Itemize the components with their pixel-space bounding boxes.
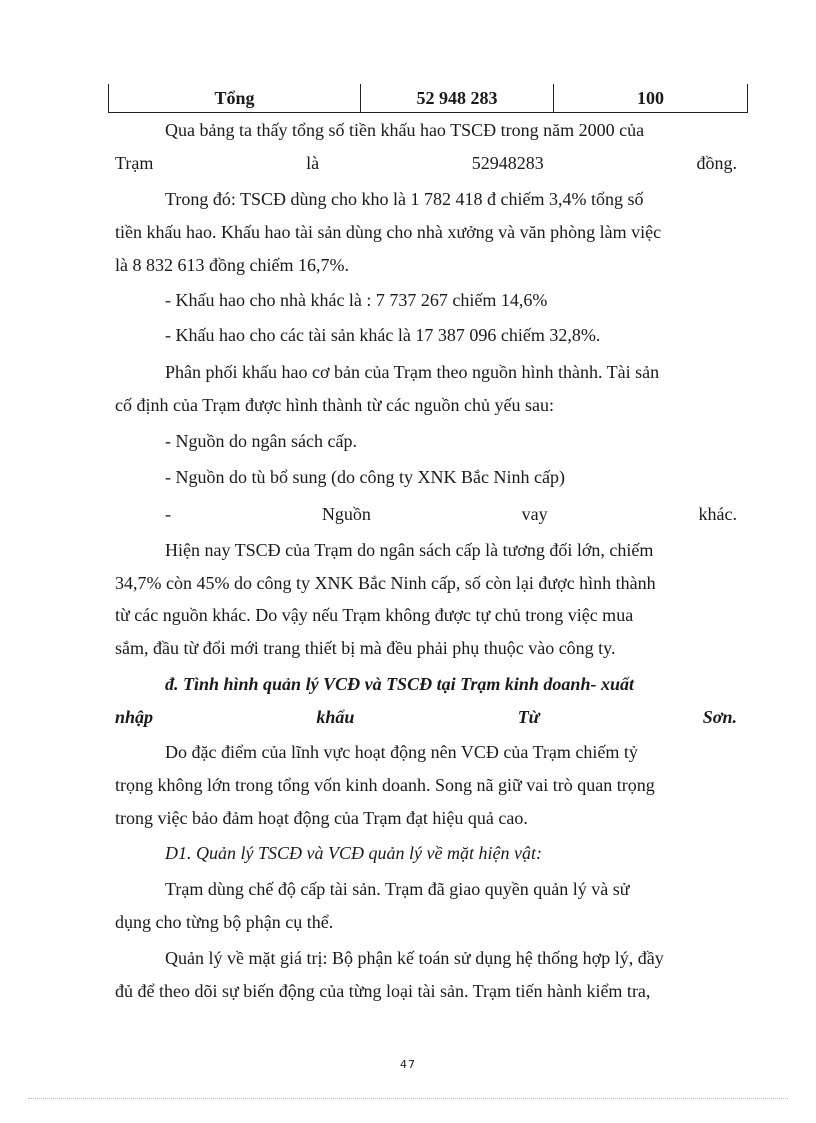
paragraph-line: - Nguồn do ngân sách cấp. xyxy=(165,431,357,451)
paragraph-line: - Khấu hao cho nhà khác là : 7 737 267 chiếm 14,6% xyxy=(165,290,548,310)
page-number: 47 xyxy=(400,1058,416,1071)
total-percent-cell: 100 xyxy=(637,87,664,108)
section-heading: đ. Tình hình quản lý VCĐ và TSCĐ tại Trạm kinh doanh- xuất xyxy=(165,674,634,694)
paragraph-line: Do đặc điểm của lĩnh vực hoạt động nên VCĐ của Trạm chiếm tỷ xyxy=(165,742,638,762)
paragraph-line: trọng không lớn trong tổng vốn kinh doanh. Song nã giữ vai trò quan trọng xyxy=(115,775,655,795)
paragraph-line: Qua bảng ta thấy tổng số tiền khấu hao TSCĐ trong năm 2000 của xyxy=(165,120,645,140)
word: vay xyxy=(521,504,548,524)
paragraph-line: đủ để theo dõi sự biến động của từng loại tài sản. Trạm tiến hành kiểm tra, xyxy=(115,981,651,1001)
paragraph-line: - Khấu hao cho các tài sản khác là 17 387 096 chiếm 32,8%. xyxy=(165,325,601,345)
word: là xyxy=(306,153,320,173)
word: khác. xyxy=(698,504,737,524)
total-label-cell: Tổng xyxy=(109,84,361,112)
word: 52948283 xyxy=(471,153,544,173)
word: Nguồn xyxy=(321,504,371,524)
word: Sơn. xyxy=(702,707,737,727)
paragraph-line: tiền khấu hao. Khấu hao tài sản dùng cho nhà xưởng và văn phòng làm việc xyxy=(115,222,662,242)
word: - xyxy=(165,504,171,524)
word: Từ xyxy=(517,707,540,727)
total-row xyxy=(108,84,748,113)
paragraph-line: Trong đó: TSCĐ dùng cho kho là 1 782 418 đ chiếm 3,4% tổng số xyxy=(165,189,644,209)
total-amount-cell: 52 948 283 xyxy=(361,84,554,112)
section-heading-justified xyxy=(115,705,737,729)
word: đồng. xyxy=(696,153,737,173)
word: Trạm xyxy=(115,153,154,173)
paragraph-line: cố định của Trạm được hình thành từ các nguồn chủ yếu sau: xyxy=(115,395,554,415)
paragraph-line: dụng cho từng bộ phận cụ thể. xyxy=(115,912,334,932)
paragraph-line: Trạm dùng chế độ cấp tài sản. Trạm đã giao quyền quản lý và sử xyxy=(165,879,630,899)
word: nhập xyxy=(115,707,154,727)
subsection-heading: D1. Quản lý TSCĐ và VCĐ quản lý về mặt hiện vật: xyxy=(165,843,542,863)
paragraph-line: Hiện nay TSCĐ của Trạm do ngân sách cấp là tương đối lớn, chiếm xyxy=(165,540,654,560)
paragraph-line: là 8 832 613 đồng chiếm 16,7%. xyxy=(115,255,349,275)
footer-divider xyxy=(28,1098,788,1099)
paragraph-line-justified xyxy=(115,151,737,175)
paragraph-line: Quản lý về mặt giá trị: Bộ phận kế toán sử dụng hệ thống hợp lý, đầy xyxy=(165,948,664,968)
paragraph-line: sắm, đầu từ đổi mới trang thiết bị mà đều phải phụ thuộc vào công ty. xyxy=(115,638,616,658)
paragraph-line: 34,7% còn 45% do công ty XNK Bắc Ninh cấp, số còn lại được hình thành xyxy=(115,573,656,593)
paragraph-line-justified xyxy=(165,502,737,526)
word: khẩu xyxy=(316,707,355,727)
paragraph-line: - Nguồn do tù bổ sung (do công ty XNK Bắc Ninh cấp) xyxy=(165,467,565,487)
paragraph-line: từ các nguồn khác. Do vậy nếu Trạm không được tự chủ trong việc mua xyxy=(115,605,634,625)
paragraph-line: Phân phối khấu hao cơ bản của Trạm theo nguồn hình thành. Tài sản xyxy=(165,362,660,382)
paragraph-line: trong việc bảo đảm hoạt động của Trạm đạt hiệu quả cao. xyxy=(115,808,528,828)
